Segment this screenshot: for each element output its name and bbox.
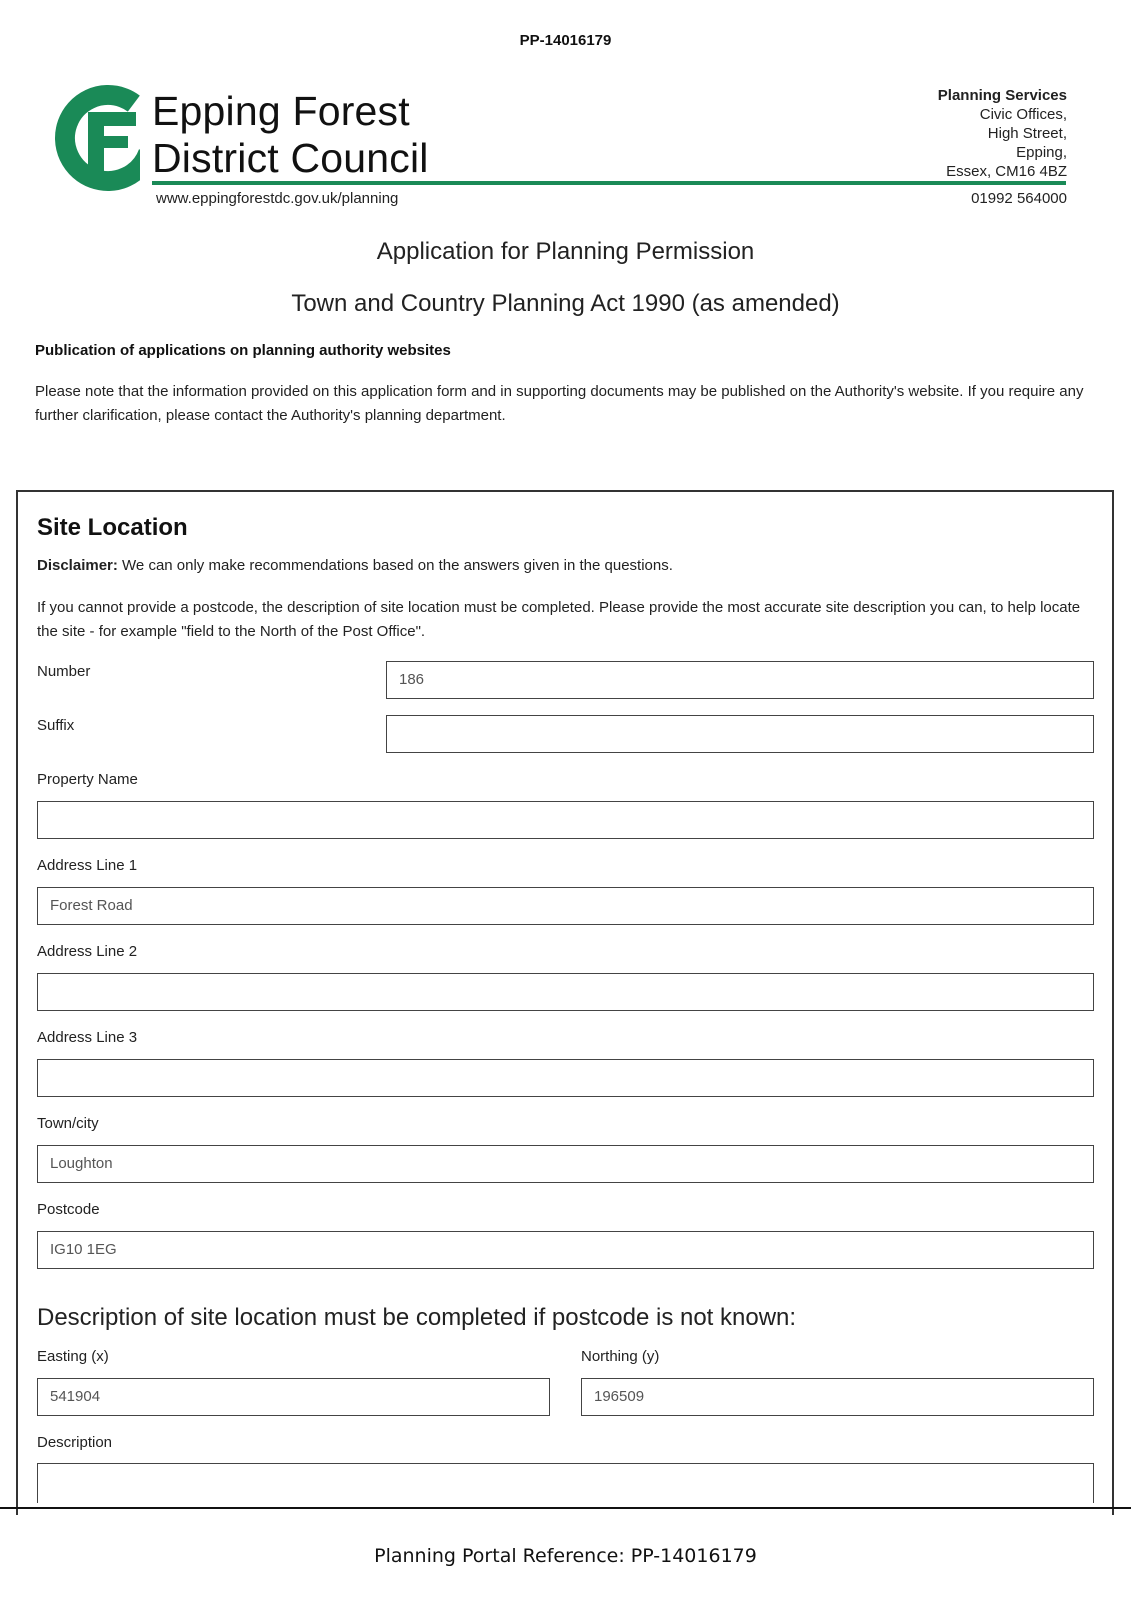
reference-number-top: PP-14016179 <box>519 32 612 49</box>
description-label: Description <box>37 1434 113 1451</box>
disclaimer-label: Disclaimer: <box>37 557 118 574</box>
address-line4: Essex, CM16 4BZ <box>946 163 1067 180</box>
suffix-label: Suffix <box>37 717 75 734</box>
site-instructions: If you cannot provide a postcode, the description of site location must be completed. Please provide the most accurate site description you can, to help locate the site - for example "field to the North of the Post Office". <box>37 599 1081 640</box>
address-line-2-label: Address Line 2 <box>37 943 138 960</box>
disclaimer-text: We can only make recommendations based on the answers given in the questions. <box>117 557 673 574</box>
header-rule <box>152 181 1066 185</box>
property-name-field[interactable] <box>37 801 1094 839</box>
council-name <box>152 88 429 182</box>
publication-heading: Publication of applications on planning authority websites <box>35 342 451 359</box>
section-title: Site Location <box>37 514 188 541</box>
council-phone: 01992 564000 <box>971 190 1067 207</box>
property-name-label: Property Name <box>37 771 138 788</box>
address-line-1-field[interactable]: Forest Road <box>37 887 1094 925</box>
council-address <box>938 86 1067 181</box>
footer-rule <box>0 1507 1131 1509</box>
number-field[interactable]: 186 <box>386 661 1094 699</box>
disclaimer <box>37 557 673 574</box>
council-name-line2: District Council <box>152 135 429 181</box>
address-line-2-field[interactable] <box>37 973 1094 1011</box>
description-heading: Description of site location must be completed if postcode is not known: <box>37 1304 797 1331</box>
northing-label: Northing (y) <box>581 1348 660 1365</box>
address-line-3-label: Address Line 3 <box>37 1029 138 1046</box>
town-city-field[interactable]: Loughton <box>37 1145 1094 1183</box>
easting-field[interactable]: 541904 <box>37 1378 550 1416</box>
easting-label: Easting (x) <box>37 1348 109 1365</box>
address-service: Planning Services <box>937 87 1067 104</box>
northing-field[interactable]: 196509 <box>581 1378 1094 1416</box>
postcode-field[interactable]: IG10 1EG <box>37 1231 1094 1269</box>
address-line-1-label: Address Line 1 <box>37 857 138 874</box>
address-line1: Civic Offices, <box>979 106 1067 123</box>
suffix-field[interactable] <box>386 715 1094 753</box>
number-label: Number <box>37 663 91 680</box>
council-name-line1: Epping Forest <box>152 88 410 134</box>
address-line-3-field[interactable] <box>37 1059 1094 1097</box>
footer-reference: Planning Portal Reference: PP-14016179 <box>374 1545 757 1567</box>
publication-body: Please note that the information provided on this application form and in supporting documents may be published on the Authority's website. If you require any further clarification, please contact the Authority's planning department. <box>35 383 1084 424</box>
form-act: Town and Country Planning Act 1990 (as amended) <box>291 290 840 317</box>
address-line3: Epping, <box>1016 144 1067 161</box>
council-website: www.eppingforestdc.gov.uk/planning <box>156 190 399 207</box>
address-line2: High Street, <box>987 125 1067 142</box>
postcode-label: Postcode <box>37 1201 100 1218</box>
description-field[interactable] <box>37 1463 1094 1503</box>
town-city-label: Town/city <box>37 1115 99 1132</box>
council-logo-icon <box>52 82 140 200</box>
form-title: Application for Planning Permission <box>376 238 755 265</box>
